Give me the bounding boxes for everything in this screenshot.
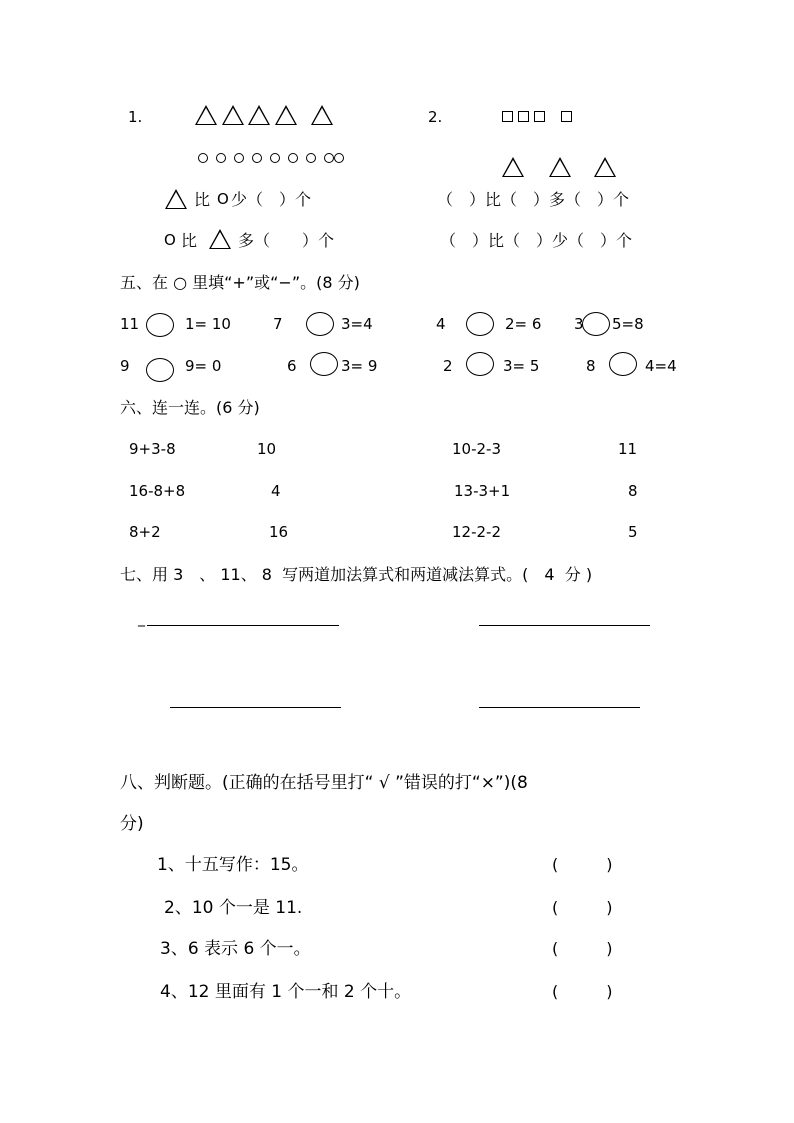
s5-operand-right: 9= 0 xyxy=(185,357,222,375)
judgment-answer-paren[interactable]: ( ) xyxy=(552,982,613,1001)
triangle-icon xyxy=(502,157,524,177)
q2-line1: （ ）比（ ）多（ ）个 xyxy=(437,190,630,209)
s5-operand-left: 3 xyxy=(574,315,584,333)
operator-blank-circle[interactable] xyxy=(466,352,494,376)
s5-operand-right: 5=8 xyxy=(612,315,644,333)
circle-icon xyxy=(334,153,344,163)
match-expression[interactable]: 13-3+1 xyxy=(454,482,511,500)
q1-line2-circle-letter: O xyxy=(164,231,176,249)
operator-blank-circle[interactable] xyxy=(466,312,494,336)
q1-line1-rest: 少（ ）个 xyxy=(231,190,312,209)
judgment-item-text: 3、6 表示 6 个一。 xyxy=(160,939,311,959)
answer-line[interactable] xyxy=(170,707,341,708)
operator-blank-circle[interactable] xyxy=(582,312,610,336)
operator-blank-circle[interactable] xyxy=(146,313,174,337)
answer-line-mark: _ xyxy=(138,611,145,627)
section8-title: 八、判断题。(正确的在括号里打“ √ ”错误的打“×”)(8 xyxy=(120,773,528,793)
q2-number: 2. xyxy=(428,108,443,126)
match-value[interactable]: 8 xyxy=(628,482,638,500)
q1-line1-circle-letter: O xyxy=(217,190,229,208)
s5-operand-right: 3=4 xyxy=(341,315,373,333)
circle-icon xyxy=(198,153,208,163)
s5-operand-left: 4 xyxy=(436,315,446,333)
s5-operand-right: 3= 9 xyxy=(341,357,378,375)
triangle-icon xyxy=(594,157,616,177)
s5-operand-right: 2= 6 xyxy=(505,315,542,333)
circle-icon xyxy=(234,153,244,163)
s5-operand-right: 4=4 xyxy=(645,357,677,375)
judgment-answer-paren[interactable]: ( ) xyxy=(552,855,613,874)
q1-line2-bi: 比 xyxy=(181,231,198,250)
triangle-icon xyxy=(311,105,333,125)
operator-blank-circle[interactable] xyxy=(146,358,174,382)
s5-operand-left: 9 xyxy=(120,357,130,375)
match-expression[interactable]: 8+2 xyxy=(129,523,161,541)
q1-line2-rest: 多（ ）个 xyxy=(238,231,335,250)
judgment-item-text: 4、12 里面有 1 个一和 2 个十。 xyxy=(160,982,412,1002)
section6-title: 六、连一连。(6 分) xyxy=(120,398,260,417)
q2-line2: （ ）比（ ）少（ ）个 xyxy=(440,231,633,250)
judgment-answer-paren[interactable]: ( ) xyxy=(552,939,613,958)
s5-operand-left: 7 xyxy=(273,315,283,333)
triangle-icon xyxy=(209,229,231,249)
triangle-icon xyxy=(275,105,297,125)
circle-icon xyxy=(270,153,280,163)
section7-title: 七、用 3 、 11、 8 写两道加法算式和两道减法算式。( 4 分 ) xyxy=(120,565,593,584)
match-expression[interactable]: 12-2-2 xyxy=(452,523,501,541)
triangle-icon xyxy=(248,105,270,125)
s5-operand-right: 1= 10 xyxy=(185,315,231,333)
operator-blank-circle[interactable] xyxy=(306,312,334,336)
square-icon xyxy=(561,111,572,122)
triangle-icon xyxy=(195,105,217,125)
square-icon xyxy=(534,111,545,122)
judgment-answer-paren[interactable]: ( ) xyxy=(552,898,613,917)
square-icon xyxy=(502,111,513,122)
match-expression[interactable]: 9+3-8 xyxy=(129,440,176,458)
answer-line[interactable] xyxy=(479,707,640,708)
s5-operand-left: 11 xyxy=(120,315,140,333)
s5-operand-left: 2 xyxy=(443,357,453,375)
judgment-item-text: 1、十五写作：15。 xyxy=(157,855,309,875)
q1-number: 1. xyxy=(128,108,143,126)
operator-blank-circle[interactable] xyxy=(310,352,338,376)
match-value[interactable]: 4 xyxy=(271,482,281,500)
circle-icon xyxy=(288,153,298,163)
circle-icon xyxy=(306,153,316,163)
judgment-item-text: 2、10 个一是 11. xyxy=(164,898,303,918)
match-value[interactable]: 11 xyxy=(618,440,638,458)
circle-icon xyxy=(252,153,262,163)
answer-line[interactable] xyxy=(147,625,339,626)
s5-operand-left: 6 xyxy=(287,357,297,375)
circle-icon xyxy=(216,153,226,163)
triangle-icon xyxy=(165,189,187,209)
triangle-icon xyxy=(222,105,244,125)
square-icon xyxy=(518,111,529,122)
operator-blank-circle[interactable] xyxy=(609,352,637,376)
q1-line1-bi: 比 xyxy=(194,190,211,209)
triangle-icon xyxy=(549,157,571,177)
answer-line[interactable] xyxy=(479,625,650,626)
s5-operand-right: 3= 5 xyxy=(503,357,540,375)
section8-title-continued: 分) xyxy=(120,814,144,834)
match-value[interactable]: 5 xyxy=(628,523,638,541)
match-value[interactable]: 16 xyxy=(269,523,289,541)
circle-icon xyxy=(324,153,334,163)
match-expression[interactable]: 10-2-3 xyxy=(452,440,501,458)
section5-title: 五、在 ○ 里填“+”或“−”。(8 分) xyxy=(120,273,360,292)
s5-operand-left: 8 xyxy=(586,357,596,375)
match-expression[interactable]: 16-8+8 xyxy=(129,482,186,500)
match-value[interactable]: 10 xyxy=(257,440,277,458)
